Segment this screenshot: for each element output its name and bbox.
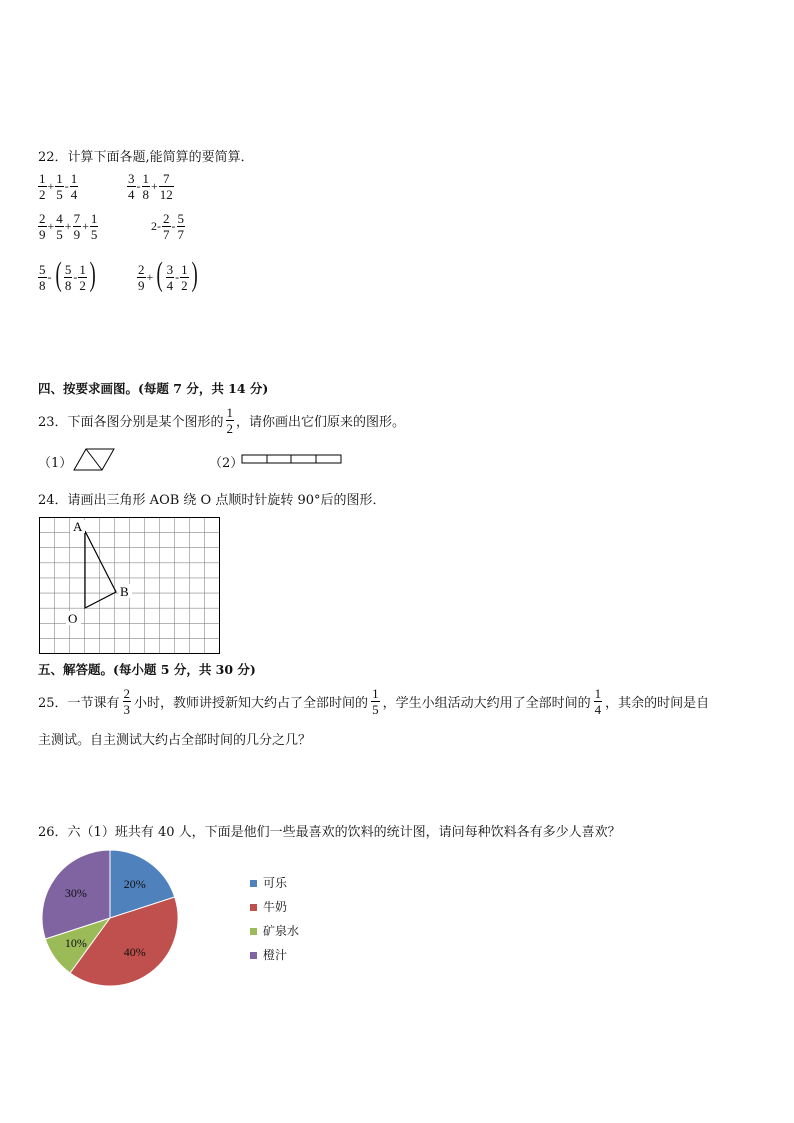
pie-data-label: 30% — [64, 886, 87, 901]
legend-item — [250, 895, 299, 919]
q26-prompt: 26．六（1）班共有 40 人，下面是他们一些最喜欢的饮料的统计图，请问每种饮料各有多少人喜欢？ — [38, 825, 621, 840]
fraction: $\frac{2}{3}$ — [123, 685, 131, 717]
q22-expr-5: $\frac{5}{8}$ - ( $\frac{5}{8}$ - $\frac{1}{2}$ ) — [39, 256, 96, 293]
fraction: $\frac{1}{5}$ — [56, 171, 63, 202]
legend-swatch — [250, 928, 257, 935]
legend-swatch — [250, 904, 257, 911]
fraction: $\frac{1}{2}$ — [39, 171, 46, 202]
q22-expr-2: $\frac{3}{4}$ - $\frac{1}{8}$ + $\frac{7}{12}$ — [128, 171, 173, 202]
legend-label: 牛奶 — [263, 900, 288, 914]
pie-data-label: 10% — [64, 935, 87, 950]
rotation-grid — [38, 516, 222, 656]
fraction: $\frac{1}{2}$ — [181, 261, 188, 293]
parallelogram-figure — [72, 447, 118, 473]
legend-item — [250, 919, 299, 943]
legend-label: 可乐 — [263, 876, 288, 890]
legend-label: 橙汁 — [263, 948, 288, 962]
pie-data-label: 40% — [123, 945, 146, 960]
legend-item — [250, 871, 299, 895]
fraction: $\frac{5}{8}$ — [64, 261, 72, 293]
fraction: $\frac{1}{4}$ — [594, 685, 602, 717]
q22-expr-1: $\frac{1}{2}$ + $\frac{1}{5}$ - $\frac{1}{4}$ — [39, 171, 78, 202]
q25-line-2: 主测试。自主测试大约占全部时间的几分之几？ — [38, 733, 312, 748]
fraction: $\frac{1}{4}$ — [70, 171, 78, 202]
legend-item — [250, 943, 299, 967]
q22-prompt: 22．计算下面各题,能简算的要简算． — [38, 150, 254, 165]
fraction: $\frac{2}{7}$ — [163, 211, 170, 242]
fraction: $\frac{3}{4}$ — [166, 261, 174, 293]
legend-swatch — [250, 952, 257, 959]
fraction: $\frac{1}{8}$ — [142, 171, 149, 202]
fraction: $\frac{2}{9}$ — [138, 261, 145, 293]
pie-legend — [250, 871, 299, 967]
q22-expr-3: $\frac{2}{9}$ + $\frac{4}{5}$ + $\frac{7}{9}$ + $\frac{1}{5}$ — [39, 211, 98, 242]
fraction: $\frac{1}{2}$ — [226, 404, 234, 436]
fraction: $\frac{5}{7}$ — [177, 211, 184, 242]
q23-label-1: （1） — [38, 456, 73, 471]
q22-expr-4: 2- $\frac{2}{7}$ - $\frac{5}{7}$ — [151, 211, 184, 242]
fraction: $\frac{2}{9}$ — [39, 211, 46, 242]
q22-expr-6: $\frac{2}{9}$ + ( $\frac{3}{4}$ - $\frac{1}{2}$ ) — [138, 256, 198, 293]
fraction: $\frac{1}{5}$ — [90, 211, 98, 242]
fraction: $\frac{3}{4}$ — [128, 171, 135, 202]
fraction: $\frac{7}{9}$ — [73, 211, 81, 242]
q23-label-2: （2） — [209, 456, 244, 471]
legend-swatch — [250, 880, 257, 887]
q24-prompt: 24．请画出三角形 AOB 绕 O 点顺时针旋转 90°后的图形． — [38, 493, 386, 508]
legend-label: 矿泉水 — [263, 924, 300, 938]
section-5-title: 五、解答题。(每小题 5 分，共 30 分) — [38, 662, 256, 677]
section-4-title: 四、按要求画图。(每题 7 分，共 14 分) — [38, 381, 269, 396]
point-a-label: A — [73, 519, 83, 534]
fraction: $\frac{4}{5}$ — [56, 211, 63, 242]
fraction: $\frac{5}{8}$ — [39, 261, 46, 293]
strip-rectangle-figure — [240, 452, 344, 466]
pie-chart — [30, 843, 190, 993]
point-b-label: B — [120, 584, 129, 599]
fraction: $\frac{7}{12}$ — [159, 171, 173, 202]
point-o-label: O — [68, 611, 78, 626]
fraction: $\frac{1}{5}$ — [372, 685, 379, 717]
q25-line-1: 25．一节课有 $\frac{2}{3}$ 小时，教师讲授新知大约占了全部时间的 $\frac{1}{5}$ ，学生小组活动大约用了全部时间的 $\frac{1}{4}$ ，其余的时间是自 — [38, 685, 710, 717]
fraction: $\frac{1}{2}$ — [79, 261, 86, 293]
q23-prompt: 23．下面各图分别是某个图形的 $\frac{1}{2}$ ，请你画出它们原来的图形。 — [38, 404, 406, 436]
pie-data-label: 20% — [123, 876, 146, 891]
